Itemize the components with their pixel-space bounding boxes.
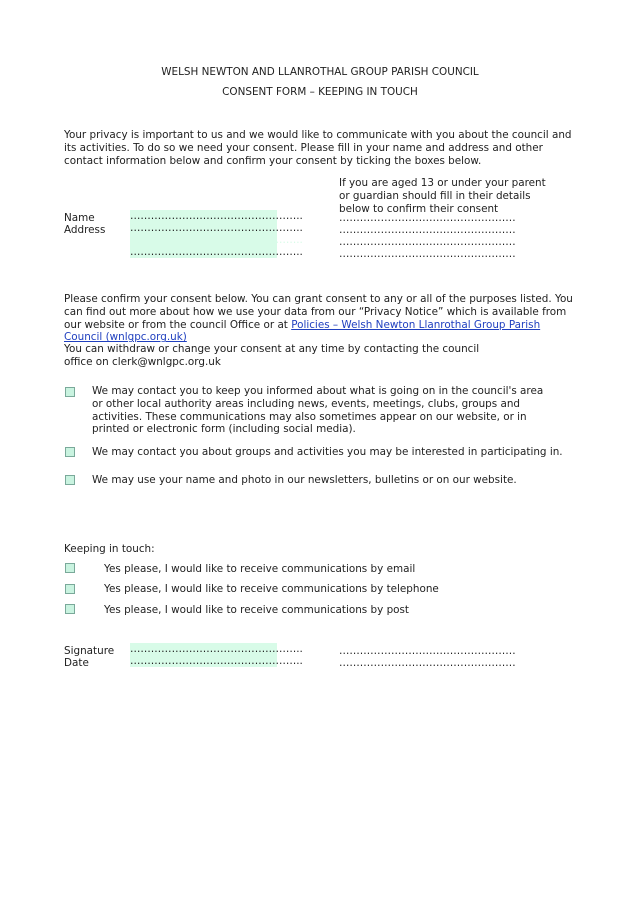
form-title: CONSENT FORM – KEEPING IN TOUCH [222,86,418,98]
date-field[interactable]: ………………………………………….. [130,655,303,667]
council-name: WELSH NEWTON AND LLANROTHAL GROUP PARISH COUNCIL [161,66,479,78]
consent-checkbox-photo[interactable] [65,475,75,485]
guardian-note: If you are aged 13 or under your parent or guardian should fill in their details below to confirm their consent [339,177,546,215]
guardian-date-line[interactable]: …………………………………………… [339,657,516,669]
address-field-line-2[interactable]: ………………………………………….. [130,234,303,246]
telephone-checkbox[interactable] [65,584,75,594]
policies-link[interactable]: Policies – Welsh Newton Llanrothal Group Parish Council (wnlgpc.org.uk) [64,318,541,344]
email-option-text: Yes please, I would like to receive communications by email [104,563,416,575]
name-field[interactable]: ………………………………………….. [130,210,303,222]
guardian-address-line-1[interactable]: …………………………………………… [339,224,516,236]
guardian-signature-line[interactable]: …………………………………………… [339,645,516,657]
address-field-line-3[interactable]: ………………………………………….. [130,246,303,258]
guardian-address-line-3[interactable]: …………………………………………… [339,248,516,260]
guardian-name-line[interactable]: …………………………………………… [339,212,516,224]
name-label: Name [64,212,95,224]
consent-info-paragraph [64,293,576,344]
telephone-option-text: Yes please, I would like to receive communications by telephone [104,583,439,595]
address-label: Address [64,224,106,236]
withdraw-paragraph: You can withdraw or change your consent at any time by contacting the council office on clerk@wnlgpc.org.uk [64,343,480,368]
post-checkbox[interactable] [65,604,75,614]
keeping-in-touch-heading: Keeping in touch: [64,543,155,555]
consent-text-news: We may contact you to keep you informed about what is going on in the council's area or other local authority areas including news, events, meetings, clubs, groups and activities. These communications may also sometimes appear on our website, or in printed or electronic form (including social media). [92,385,544,436]
consent-text-photo: We may use your name and photo in our newsletters, bulletins or on our website. [92,474,517,486]
consent-checkbox-groups[interactable] [65,447,75,457]
intro-paragraph: Your privacy is important to us and we would like to communicate with you about the council and its activities. To do so we need your consent. Please fill in your name and address and other contact information below and confirm your consent by ticking the boxes below. [64,129,572,167]
post-option-text: Yes please, I would like to receive communications by post [104,604,410,616]
consent-checkbox-news[interactable] [65,387,75,397]
date-label: Date [64,657,89,669]
guardian-address-line-2[interactable]: …………………………………………… [339,236,516,248]
signature-field[interactable]: ………………………………………….. [130,643,303,655]
consent-info-text: Please confirm your consent below. You can grant consent to any or all of the purposes listed. You can find out more about how we use your data from our “Privacy Notice” which is available from our website or from the council Office or at [64,293,573,331]
signature-label: Signature [64,645,115,657]
address-field-line-1[interactable]: ………………………………………….. [130,222,303,234]
email-checkbox[interactable] [65,563,75,573]
consent-text-groups: We may contact you about groups and activities you may be interested in participating in. [92,446,563,458]
